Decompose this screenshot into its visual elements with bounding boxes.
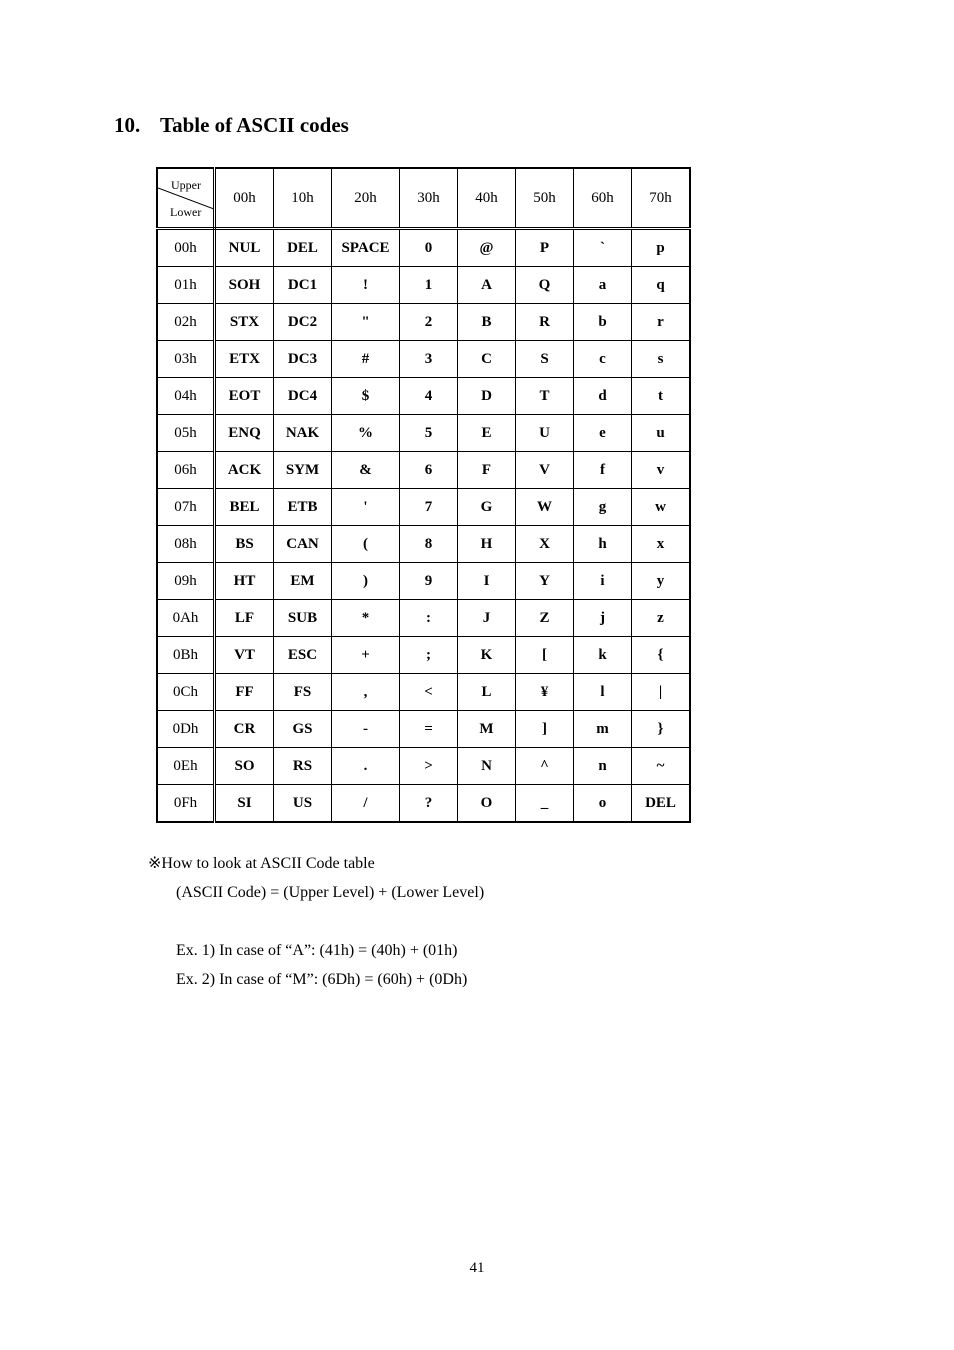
code-cell: NUL [215, 229, 274, 267]
code-cell: CAN [274, 526, 332, 563]
table-row [157, 563, 690, 600]
code-cell: ' [332, 489, 400, 526]
row-header: 01h [157, 267, 215, 304]
code-cell: < [400, 674, 458, 711]
code-cell: LF [215, 600, 274, 637]
table-row [157, 229, 690, 267]
code-cell: 4 [400, 378, 458, 415]
code-cell: L [458, 674, 516, 711]
code-cell: Q [516, 267, 574, 304]
code-cell: 5 [400, 415, 458, 452]
ascii-table [156, 167, 691, 823]
code-cell: ACK [215, 452, 274, 489]
code-cell: ESC [274, 637, 332, 674]
row-header: 07h [157, 489, 215, 526]
row-header: 05h [157, 415, 215, 452]
column-header: 20h [332, 168, 400, 229]
code-cell: DC4 [274, 378, 332, 415]
code-cell: , [332, 674, 400, 711]
code-cell: D [458, 378, 516, 415]
row-header: 0Bh [157, 637, 215, 674]
column-header: 40h [458, 168, 516, 229]
code-cell: z [632, 600, 691, 637]
code-cell: v [632, 452, 691, 489]
code-cell: h [574, 526, 632, 563]
table-row [157, 674, 690, 711]
row-header: 03h [157, 341, 215, 378]
table-row [157, 600, 690, 637]
column-header: 00h [215, 168, 274, 229]
code-cell: NAK [274, 415, 332, 452]
code-cell: DC1 [274, 267, 332, 304]
code-cell: : [400, 600, 458, 637]
code-cell: k [574, 637, 632, 674]
code-cell: N [458, 748, 516, 785]
code-cell: EM [274, 563, 332, 600]
table-row [157, 526, 690, 563]
code-cell: X [516, 526, 574, 563]
code-cell: ¥ [516, 674, 574, 711]
code-cell: STX [215, 304, 274, 341]
code-cell: F [458, 452, 516, 489]
table-row [157, 748, 690, 785]
code-cell: @ [458, 229, 516, 267]
code-cell: l [574, 674, 632, 711]
code-cell: a [574, 267, 632, 304]
section-number: 10. [114, 113, 141, 137]
code-cell: ETB [274, 489, 332, 526]
notes-example-2: Ex. 2) In case of “M”: (6Dh) = (60h) + (0Dh) [176, 971, 468, 988]
code-cell: SPACE [332, 229, 400, 267]
code-cell: e [574, 415, 632, 452]
code-cell: SYM [274, 452, 332, 489]
code-cell: EOT [215, 378, 274, 415]
code-cell: ? [400, 785, 458, 823]
code-cell: H [458, 526, 516, 563]
code-cell: ; [400, 637, 458, 674]
code-cell: ` [574, 229, 632, 267]
code-cell: ETX [215, 341, 274, 378]
code-cell: ( [332, 526, 400, 563]
upper-label: Upper [171, 178, 201, 192]
code-cell: DC3 [274, 341, 332, 378]
column-header: 70h [632, 168, 691, 229]
code-cell: t [632, 378, 691, 415]
code-cell: r [632, 304, 691, 341]
code-cell: DC2 [274, 304, 332, 341]
code-cell: M [458, 711, 516, 748]
code-cell: VT [215, 637, 274, 674]
code-cell: m [574, 711, 632, 748]
code-cell: s [632, 341, 691, 378]
code-cell: 2 [400, 304, 458, 341]
code-cell: Z [516, 600, 574, 637]
code-cell: J [458, 600, 516, 637]
code-cell: SI [215, 785, 274, 823]
table-row [157, 378, 690, 415]
code-cell: * [332, 600, 400, 637]
column-header: 50h [516, 168, 574, 229]
table-row [157, 637, 690, 674]
row-header: 0Ch [157, 674, 215, 711]
row-header: 00h [157, 229, 215, 267]
code-cell: Y [516, 563, 574, 600]
code-cell: # [332, 341, 400, 378]
code-cell: ] [516, 711, 574, 748]
corner-cell [157, 168, 215, 229]
code-cell: R [516, 304, 574, 341]
code-cell: w [632, 489, 691, 526]
code-cell: . [332, 748, 400, 785]
code-cell: SUB [274, 600, 332, 637]
code-cell: 7 [400, 489, 458, 526]
page-number: 41 [469, 1260, 485, 1276]
code-cell: RS [274, 748, 332, 785]
code-cell: y [632, 563, 691, 600]
code-cell: u [632, 415, 691, 452]
code-cell: d [574, 378, 632, 415]
row-header: 0Fh [157, 785, 215, 823]
column-header: 10h [274, 168, 332, 229]
table-row [157, 785, 690, 823]
code-cell: DEL [274, 229, 332, 267]
table-row [157, 489, 690, 526]
code-cell: 8 [400, 526, 458, 563]
row-header: 06h [157, 452, 215, 489]
code-cell: SO [215, 748, 274, 785]
code-cell: P [516, 229, 574, 267]
code-cell: S [516, 341, 574, 378]
code-cell: ) [332, 563, 400, 600]
code-cell: o [574, 785, 632, 823]
notes-formula: (ASCII Code) = (Upper Level) + (Lower Level) [176, 884, 485, 901]
code-cell: c [574, 341, 632, 378]
code-cell: | [632, 674, 691, 711]
code-cell: & [332, 452, 400, 489]
row-header: 0Eh [157, 748, 215, 785]
code-cell: US [274, 785, 332, 823]
code-cell: % [332, 415, 400, 452]
code-cell: CR [215, 711, 274, 748]
lower-label: Lower [170, 205, 202, 219]
code-cell: f [574, 452, 632, 489]
code-cell: SOH [215, 267, 274, 304]
table-row [157, 452, 690, 489]
code-cell: FF [215, 674, 274, 711]
code-cell: = [400, 711, 458, 748]
code-cell: - [332, 711, 400, 748]
code-cell: U [516, 415, 574, 452]
code-cell: $ [332, 378, 400, 415]
code-cell: T [516, 378, 574, 415]
table-header-row [157, 168, 690, 229]
code-cell: E [458, 415, 516, 452]
code-cell: DEL [632, 785, 691, 823]
table-row [157, 415, 690, 452]
code-cell: ! [332, 267, 400, 304]
code-cell: { [632, 637, 691, 674]
column-header: 30h [400, 168, 458, 229]
code-cell: BEL [215, 489, 274, 526]
code-cell: A [458, 267, 516, 304]
code-cell: B [458, 304, 516, 341]
code-cell: 1 [400, 267, 458, 304]
row-header: 02h [157, 304, 215, 341]
code-cell: / [332, 785, 400, 823]
row-header: 04h [157, 378, 215, 415]
code-cell: K [458, 637, 516, 674]
row-header: 08h [157, 526, 215, 563]
code-cell: ^ [516, 748, 574, 785]
code-cell: } [632, 711, 691, 748]
code-cell: n [574, 748, 632, 785]
code-cell: I [458, 563, 516, 600]
code-cell: b [574, 304, 632, 341]
code-cell: > [400, 748, 458, 785]
code-cell: " [332, 304, 400, 341]
code-cell: V [516, 452, 574, 489]
usage-notes [148, 849, 484, 994]
table-row [157, 267, 690, 304]
code-cell: g [574, 489, 632, 526]
code-cell: j [574, 600, 632, 637]
code-cell: i [574, 563, 632, 600]
code-cell: ENQ [215, 415, 274, 452]
table-row [157, 711, 690, 748]
code-cell: q [632, 267, 691, 304]
code-cell: ~ [632, 748, 691, 785]
code-cell: + [332, 637, 400, 674]
code-cell: p [632, 229, 691, 267]
code-cell: 0 [400, 229, 458, 267]
notes-example-1: Ex. 1) In case of “A”: (41h) = (40h) + (01h) [176, 942, 458, 959]
section-heading [114, 113, 349, 138]
code-cell: FS [274, 674, 332, 711]
code-cell: 9 [400, 563, 458, 600]
code-cell: W [516, 489, 574, 526]
code-cell: HT [215, 563, 274, 600]
code-cell: 3 [400, 341, 458, 378]
section-title: Table of ASCII codes [160, 113, 349, 137]
table-row [157, 341, 690, 378]
row-header: 0Ah [157, 600, 215, 637]
row-header: 09h [157, 563, 215, 600]
code-cell: O [458, 785, 516, 823]
code-cell: C [458, 341, 516, 378]
table-row [157, 304, 690, 341]
code-cell: 6 [400, 452, 458, 489]
column-header: 60h [574, 168, 632, 229]
code-cell: [ [516, 637, 574, 674]
row-header: 0Dh [157, 711, 215, 748]
code-cell: G [458, 489, 516, 526]
code-cell: _ [516, 785, 574, 823]
code-cell: GS [274, 711, 332, 748]
code-cell: BS [215, 526, 274, 563]
code-cell: x [632, 526, 691, 563]
notes-title: ※How to look at ASCII Code table [148, 855, 375, 872]
